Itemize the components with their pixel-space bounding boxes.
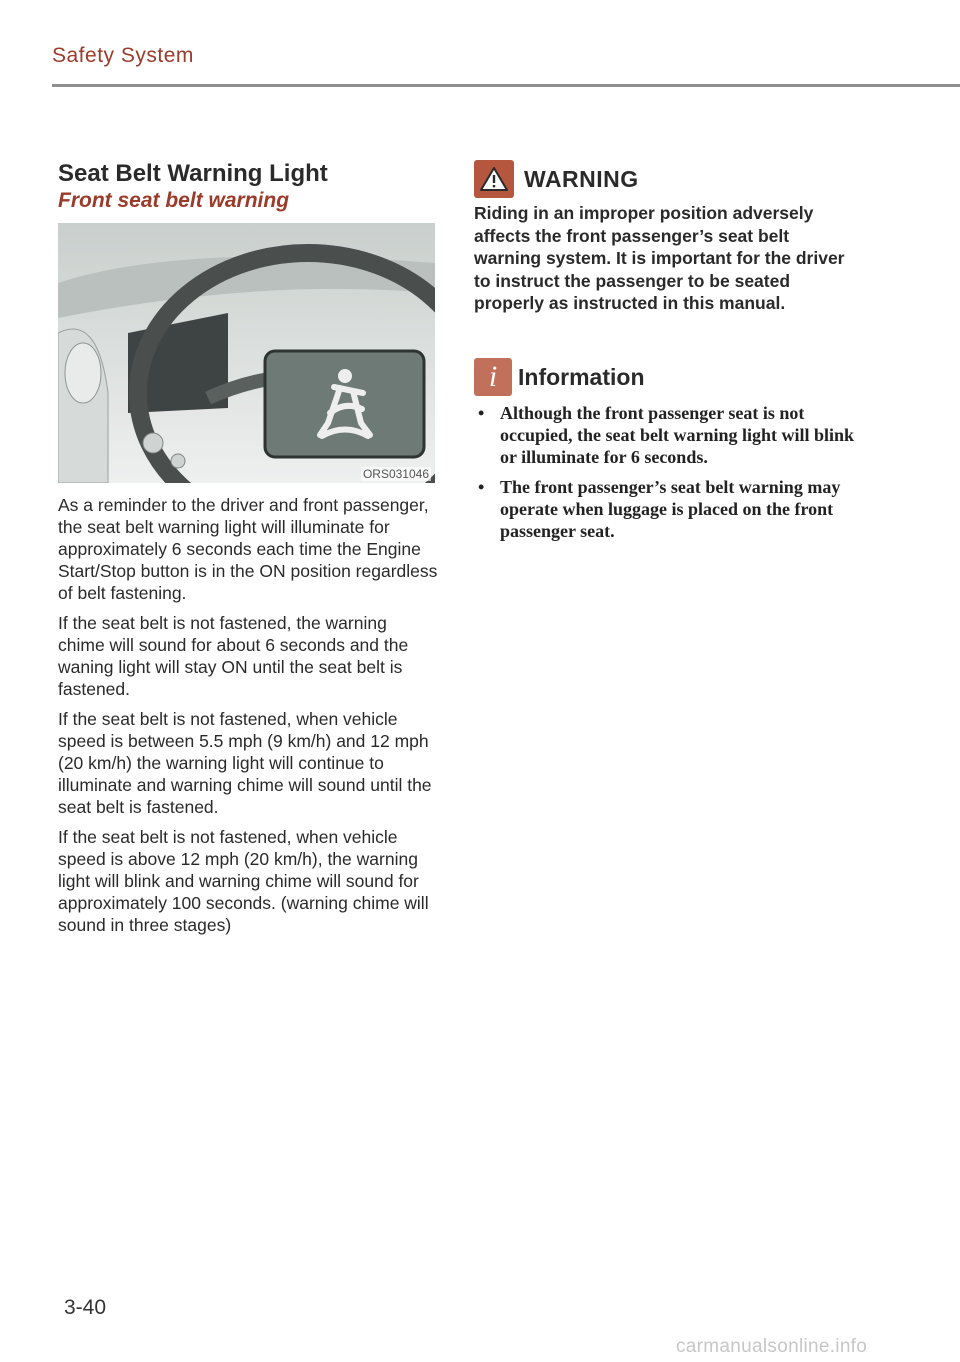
list-item-text: Although the front passenger seat is not occupied, the seat belt warning light will blink or illuminate for 6 seconds.	[500, 403, 855, 467]
body-text	[58, 494, 438, 944]
warning-header	[474, 160, 639, 198]
information-list	[474, 402, 864, 550]
warning-label: WARNING	[524, 165, 639, 192]
warning-triangle-icon	[474, 160, 514, 198]
list-item	[474, 402, 864, 468]
bullet: •	[478, 477, 485, 497]
list-item	[474, 476, 864, 542]
page-number: 3-40	[64, 1296, 107, 1319]
dashboard-illustration	[58, 223, 435, 483]
figure-code: ORS031046	[362, 467, 429, 481]
list-item-text: The front passenger’s seat belt warning may operate when luggage is placed on the front passenger seat.	[500, 477, 841, 541]
info-icon: i	[474, 358, 512, 396]
dashboard-drawing	[58, 223, 435, 483]
section-title: Seat Belt Warning Light	[58, 160, 328, 187]
information-label: Information	[518, 363, 645, 390]
body-paragraph: As a reminder to the driver and front passenger, the seat belt warning light will illuminate for approximately 6 seconds each time the Engine Start/Stop button is in the ON position regardless of belt fastening.	[58, 495, 438, 603]
body-paragraph: If the seat belt is not fastened, when vehicle speed is above 12 mph (20 km/h), the warning light will blink and warning chime will sound for approximately 100 seconds. (warning chime will sound in three stages)	[58, 827, 429, 935]
header-divider	[52, 84, 960, 87]
body-paragraph: If the seat belt is not fastened, the warning chime will sound for about 6 seconds and the waning light will stay ON until the seat belt is fastened.	[58, 613, 409, 699]
page-header-title: Safety System	[52, 44, 194, 67]
section-subtitle: Front seat belt warning	[58, 189, 290, 212]
watermark: carmanualsonline.info	[676, 1336, 868, 1357]
bullet: •	[478, 403, 485, 423]
body-paragraph: If the seat belt is not fastened, when vehicle speed is between 5.5 mph (9 km/h) and 12 mph (20 km/h) the warning light will continue to illuminate and warning chime will sound until the seat belt is fastened.	[58, 709, 432, 817]
information-header	[474, 358, 645, 396]
warning-text: Riding in an improper position adversely affects the front passenger’s seat belt warning system. It is important for the driver to instruct the passenger to be seated properly as instructed in this manual.	[474, 203, 845, 313]
